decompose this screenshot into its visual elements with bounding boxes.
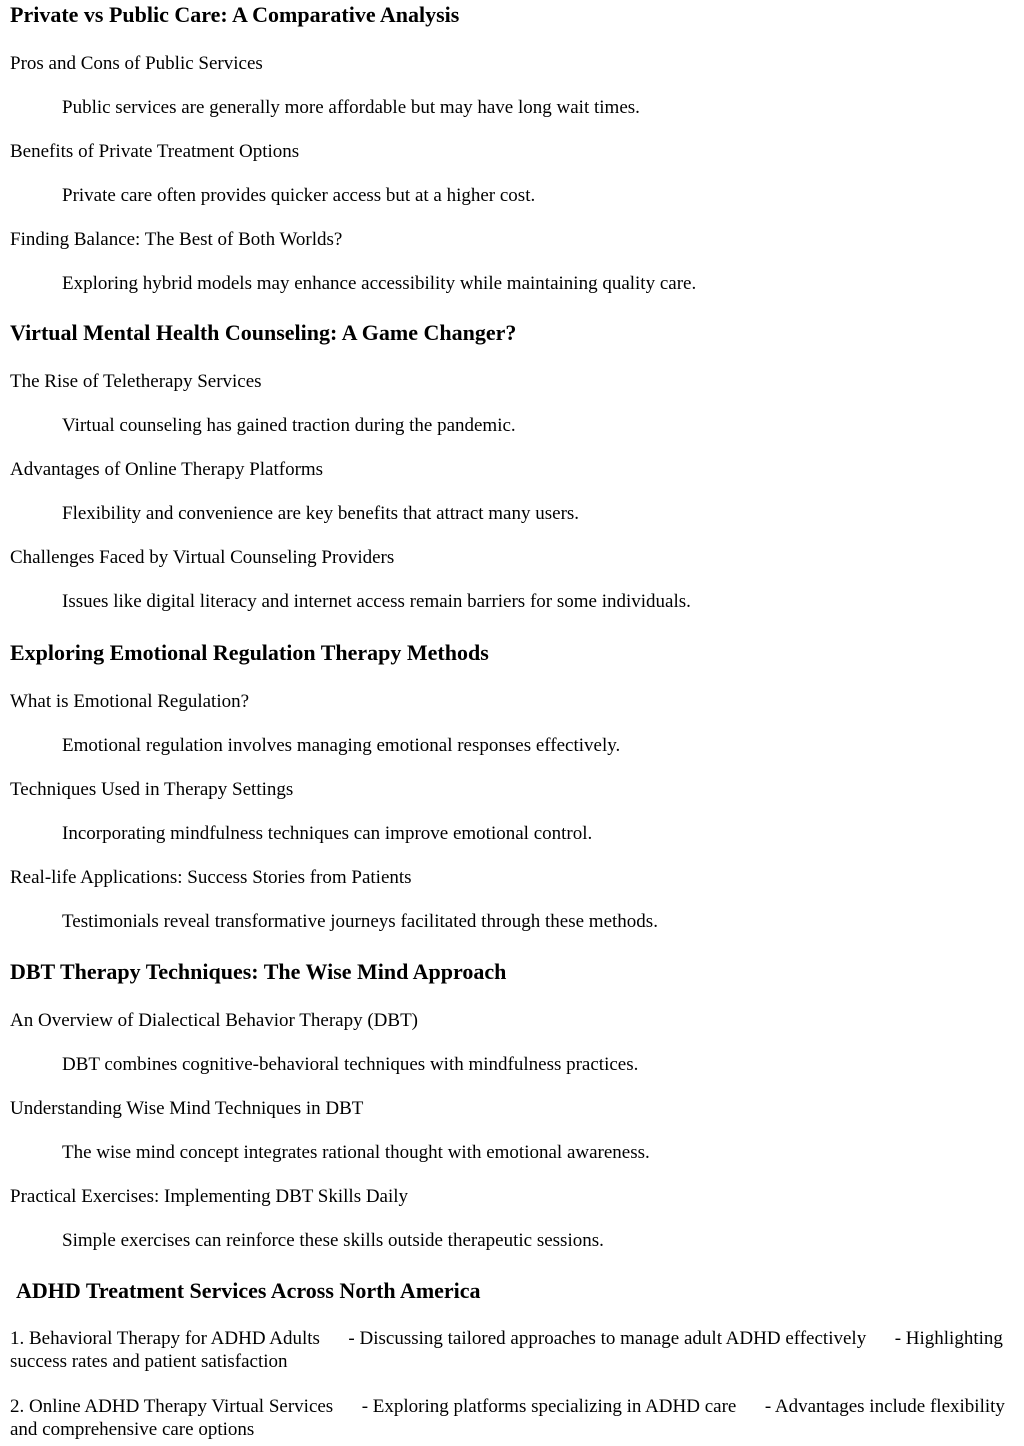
section-title: ADHD Treatment Services Across North America xyxy=(16,1278,481,1303)
description: Incorporating mindfulness techniques can improve emotional control. xyxy=(62,823,593,844)
subheading: Techniques Used in Therapy Settings xyxy=(10,779,294,800)
description: Virtual counseling has gained traction during the pandemic. xyxy=(62,415,516,436)
list-item: 2. Online ADHD Therapy Virtual Services - Exploring platforms specializing in ADHD care - Advantages include flexibility and comprehensive care options xyxy=(10,1396,1010,1440)
list-item: 1. Behavioral Therapy for ADHD Adults - Discussing tailored approaches to manage adult ADHD effectively - Highlighting success rates and patient satisfaction xyxy=(10,1328,1008,1372)
subheading: Real-life Applications: Success Stories from Patients xyxy=(10,867,412,888)
description: Emotional regulation involves managing emotional responses effectively. xyxy=(62,735,621,756)
section-title: Private vs Public Care: A Comparative Analysis xyxy=(10,2,460,27)
subheading: An Overview of Dialectical Behavior Therapy (DBT) xyxy=(10,1010,418,1031)
description: Flexibility and convenience are key benefits that attract many users. xyxy=(62,503,580,524)
subheading: Pros and Cons of Public Services xyxy=(10,53,263,74)
description: Exploring hybrid models may enhance accessibility while maintaining quality care. xyxy=(62,273,697,294)
subheading: What is Emotional Regulation? xyxy=(10,691,250,712)
subheading: The Rise of Teletherapy Services xyxy=(10,371,262,392)
description: Private care often provides quicker access but at a higher cost. xyxy=(62,185,536,206)
description: Simple exercises can reinforce these skills outside therapeutic sessions. xyxy=(62,1230,604,1251)
section-title: Exploring Emotional Regulation Therapy Methods xyxy=(10,640,489,665)
description: Issues like digital literacy and internet access remain barriers for some individuals. xyxy=(62,591,691,612)
description: The wise mind concept integrates rational thought with emotional awareness. xyxy=(62,1142,650,1163)
subheading: Practical Exercises: Implementing DBT Skills Daily xyxy=(10,1186,409,1207)
subheading: Understanding Wise Mind Techniques in DBT xyxy=(10,1098,364,1119)
description: Testimonials reveal transformative journeys facilitated through these methods. xyxy=(62,911,658,932)
subheading: Finding Balance: The Best of Both Worlds? xyxy=(10,229,343,250)
subheading: Challenges Faced by Virtual Counseling Providers xyxy=(10,547,395,568)
subheading: Advantages of Online Therapy Platforms xyxy=(10,459,324,480)
section-title: Virtual Mental Health Counseling: A Game Changer? xyxy=(10,320,517,345)
description: Public services are generally more affordable but may have long wait times. xyxy=(62,97,640,118)
description: DBT combines cognitive-behavioral techniques with mindfulness practices. xyxy=(62,1054,639,1075)
section-title: DBT Therapy Techniques: The Wise Mind Approach xyxy=(10,959,507,984)
subheading: Benefits of Private Treatment Options xyxy=(10,141,300,162)
